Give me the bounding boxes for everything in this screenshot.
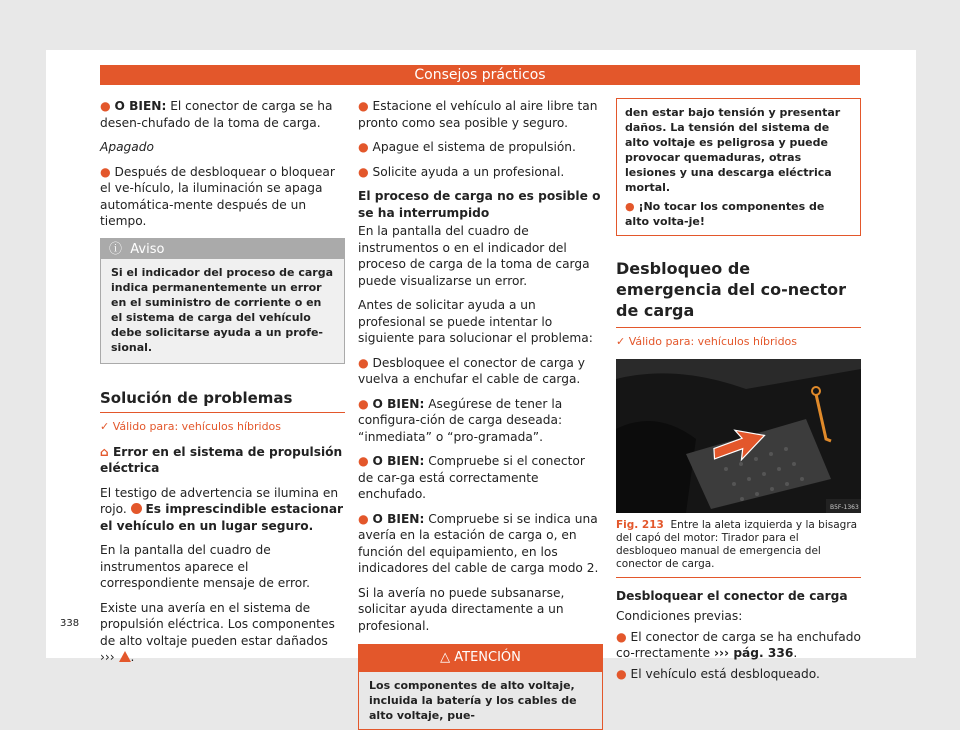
text: Apague el sistema de propulsión. <box>372 140 576 154</box>
figure-caption <box>616 519 861 578</box>
paragraph <box>100 485 345 535</box>
column-2 <box>358 98 603 730</box>
bullet-icon: ● <box>625 200 635 213</box>
column-3 <box>616 98 861 690</box>
text: den estar bajo tensión y presentar daños. La tensión del sistema de alto voltaje es peligrosa y puede provocar quemaduras, otras lesiones y una descarga eléctrica mortal. <box>625 106 841 194</box>
bullet-item <box>616 629 861 662</box>
label: O BIEN: <box>372 454 425 468</box>
bullet-item <box>358 396 603 446</box>
validity-note <box>616 334 861 351</box>
info-icon: ⓘ <box>109 241 123 257</box>
text: El vehículo está desbloqueado. <box>630 666 820 681</box>
text: Compruebe si se indica una avería en la estación de carga o, en función del equipamiento, en los indicadores del cable de carga modo 2. <box>358 511 599 575</box>
bullet-icon: ● <box>358 396 369 411</box>
warning-light-icon <box>131 503 142 514</box>
text-bold: Es imprescindible estacionar el vehículo en un lugar seguro. <box>100 502 344 533</box>
text: Después de desbloquear o bloquear el ve-hículo, la iluminación se apaga automática-mente después de un tiempo. <box>100 164 335 228</box>
engine-bay-figure <box>616 359 861 513</box>
subheading: Desbloquear el conector de carga <box>616 588 848 603</box>
paragraph: Condiciones previas: <box>616 609 743 623</box>
text: El conector de carga se ha enchufado co-rrectamente <box>616 629 861 660</box>
bullet-icon: ● <box>100 164 111 179</box>
section-header: Consejos prácticos <box>100 65 860 85</box>
column-1 <box>100 98 345 674</box>
bullet-icon: ● <box>616 629 627 644</box>
section-title: Desbloqueo de emergencia del co-nector de carga <box>616 258 861 328</box>
figure-label: Fig. 213 <box>616 518 664 531</box>
bullet-item <box>616 666 861 683</box>
page-reference-link[interactable]: ››› pág. 336 <box>714 646 794 660</box>
bullet-item <box>358 164 603 181</box>
car-warning-icon: ⌂ <box>100 444 109 459</box>
paragraph: Antes de solicitar ayuda a un profesional se puede intentar lo siguiente para solucionar el problema: <box>358 298 593 345</box>
engine-bay-illustration <box>616 359 861 513</box>
caption-text: Entre la aleta izquierda y la bisagra del capó del motor: Tirador para el desbloqueo manual de emergencia del conector de carga. <box>616 518 858 570</box>
text: Asegúrese de tener la configura-ción de carga deseada: “inmediata” o “pro-gramada”. <box>358 396 563 444</box>
bullet-item <box>358 139 603 156</box>
text: Estacione el vehículo al aire libre tan pronto como sea posible y seguro. <box>358 99 598 130</box>
check-icon: ✓ <box>616 335 626 348</box>
text: El conector de carga se ha desen-chufado de la toma de carga. <box>100 99 333 130</box>
page-number: 338 <box>60 618 80 629</box>
paragraph: Si la avería no puede subsanarse, solicitar ayuda directamente a un profesional. <box>358 585 565 633</box>
text: . <box>130 650 135 664</box>
label: O BIEN: <box>114 99 167 113</box>
atencion-body: Los componentes de alto voltaje, incluida la batería y los cables de alto voltaje, pue- <box>369 678 577 722</box>
error-title-text: Error en el sistema de propulsión eléctrica <box>100 444 343 475</box>
section-title: Solución de problemas <box>100 390 345 414</box>
paragraph <box>100 600 345 666</box>
bullet-icon: ● <box>358 355 369 370</box>
bullet-icon: ● <box>358 140 369 154</box>
bullet-item <box>358 98 603 131</box>
label: O BIEN: <box>372 511 425 526</box>
aviso-body: Si el indicador del proceso de carga indica permanentemente un error en el suministro de corriente o en el sistema de carga del vehículo debe solicitarse ayuda a un profe-sional. <box>101 259 344 363</box>
aviso-title: Aviso <box>130 241 165 257</box>
warning-triangle-icon: △ <box>440 650 451 665</box>
label: O BIEN: <box>372 396 425 411</box>
text: . <box>793 646 798 660</box>
bullet-icon: ● <box>358 99 369 113</box>
paragraph: En la pantalla del cuadro de instrumentos o en el indicador del proceso de carga de la toma de carga puede visualizarse un error. <box>358 224 590 288</box>
validity-text: Válido para: vehículos híbridos <box>628 335 798 348</box>
check-icon: ✓ <box>100 420 110 433</box>
atencion-box <box>358 644 603 730</box>
bullet-item <box>358 453 603 503</box>
subheading: Apagado <box>100 140 154 154</box>
paragraph <box>100 164 345 230</box>
paragraph <box>100 98 345 131</box>
bullet-item <box>358 355 603 388</box>
bullet-item <box>625 199 852 229</box>
bullet-icon: ● <box>358 511 369 526</box>
atencion-continuation <box>616 98 861 236</box>
text: Desbloquee el conector de carga y vuelva a enchufar el cable de carga. <box>358 355 585 386</box>
text: ¡No tocar los componentes de alto volta-je! <box>625 200 825 228</box>
bullet-item <box>358 511 603 577</box>
text: Solicite ayuda a un profesional. <box>372 164 565 179</box>
error-title <box>100 444 345 477</box>
bullet-icon: ● <box>616 666 627 681</box>
validity-note <box>100 419 345 436</box>
warning-triangle-icon[interactable] <box>119 651 131 662</box>
aviso-box <box>100 238 345 364</box>
bullet-icon: ● <box>100 99 111 113</box>
subheading: El proceso de carga no es posible o se ha interrumpido <box>358 189 601 220</box>
bullet-icon: ● <box>358 164 369 179</box>
atencion-title: ATENCIÓN <box>454 650 521 665</box>
text: Existe una avería en el sistema de propulsión eléctrica. Los componentes de alto voltaje pueden estar dañados ››› <box>100 600 335 664</box>
text: Compruebe si el conector de car-ga está correctamente enchufado. <box>358 454 585 501</box>
atencion-header <box>359 645 602 672</box>
validity-text: Válido para: vehículos híbridos <box>112 420 282 433</box>
aviso-header <box>101 239 344 259</box>
text: El testigo de advertencia se ilumina en rojo. <box>100 485 339 516</box>
figure-code: B5F-1363 <box>830 503 859 511</box>
bullet-icon: ● <box>358 454 369 468</box>
paragraph: En la pantalla del cuadro de instrumentos aparece el correspondiente mensaje de error. <box>100 543 310 590</box>
